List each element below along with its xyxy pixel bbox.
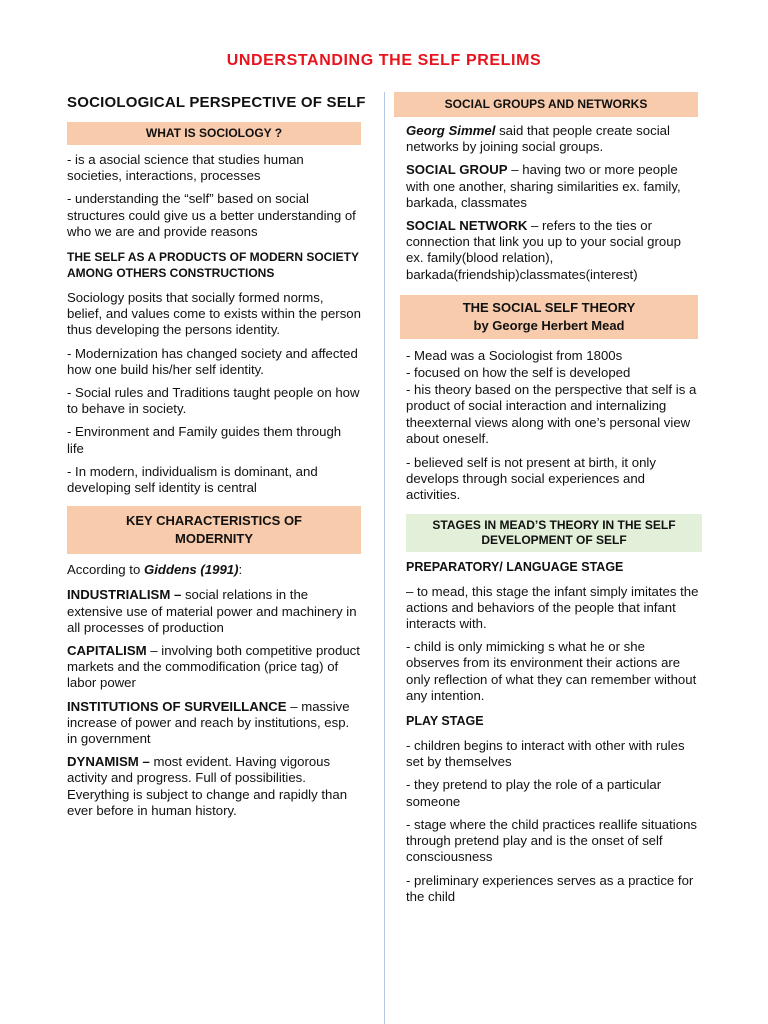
social-group-term: SOCIAL GROUP — [406, 162, 508, 178]
what-paragraph-2: - understanding the “self” based on social structures could give us a better understanding of who we are and provide reasons — [67, 191, 356, 239]
mead-paragraph-4: - believed self is not present at birth, it only develops through social experiences and activities. — [406, 455, 656, 503]
according-suffix: : — [238, 562, 243, 578]
products-paragraph-3: - Social rules and Traditions taught people on how to behave in society. — [67, 385, 360, 417]
theory-box-line-1: THE SOCIAL SELF THEORY — [462, 299, 636, 315]
theory-box-line-2: by George Herbert Mead — [473, 317, 625, 333]
simmel-text: said that people create social networks by joining social groups. — [406, 123, 670, 155]
products-paragraph-5: - In modern, individualism is dominant, and developing self identity is central — [67, 463, 318, 496]
preparatory-paragraph-2: - child is only mimicking s what he or she observes from its environment their actions are only reflection of what they can remember without any intention. — [406, 639, 697, 703]
dynamism-paragraph — [67, 754, 361, 819]
dynamism-text: most evident. Having vigorous activity and progress. Full of possibilities. Everything is subject to change and rapidly than ever before in human history. — [67, 754, 348, 818]
column-divider — [384, 92, 385, 1024]
giddens-citation: Giddens (1991) — [143, 562, 239, 578]
industrialism-paragraph — [67, 587, 361, 636]
what-paragraph-1: - is a asocial science that studies human societies, interactions, processes — [67, 152, 304, 184]
stages-box: STAGES IN MEAD’S THEORY IN THE SELF DEVELOPMENT OF SELF — [406, 514, 702, 552]
social-self-theory-box — [400, 295, 698, 339]
what-is-sociology-box: WHAT IS SOCIOLOGY ? — [67, 122, 361, 145]
surveillance-term: INSTITUTIONS OF SURVEILLANCE — [67, 698, 287, 714]
products-paragraph-2: - Modernization has changed society and affected how one build his/her self identity. — [67, 345, 358, 377]
document-title: UNDERSTANDING THE SELF PRELIMS — [226, 52, 542, 69]
social-network-text: – refers to the ties or connection that link you up to your social group ex. family(blood relation), barkada(friendship)classmates(interest) — [406, 218, 681, 282]
preparatory-paragraph-1: – to mead, this stage the infant simply imitates the actions and behaviors of the people that infant interacts with. — [406, 583, 699, 632]
according-prefix: According to — [67, 562, 144, 578]
sociological-perspective-heading: SOCIOLOGICAL PERSPECTIVE OF SELF — [67, 94, 366, 111]
social-group-paragraph — [406, 162, 702, 211]
industrialism-term: INDUSTRIALISM – — [67, 587, 182, 603]
social-groups-box: SOCIAL GROUPS AND NETWORKS — [394, 92, 698, 117]
industrialism-text: social relations in the extensive use of material power and machinery in all processes of production — [67, 587, 357, 635]
mead-paragraph-3: - his theory based on the perspective that self is a product of social interaction and internalizing theexternal views along with one’s personal view about oneself. — [406, 382, 697, 446]
dynamism-term: DYNAMISM – — [67, 754, 150, 770]
capitalism-text: – involving both competitive product markets and the commodification (price tag) of labor power — [67, 643, 360, 691]
mead-paragraph-2: - focused on how the self is developed — [406, 365, 631, 381]
surveillance-text: – massive increase of power and reach by institutions, esp. in government — [67, 698, 350, 747]
surveillance-paragraph — [67, 699, 361, 748]
capitalism-paragraph — [67, 643, 361, 692]
according-to-line — [67, 562, 361, 578]
left-column — [67, 92, 366, 819]
products-paragraph-4: - Environment and Family guides them through life — [67, 424, 342, 456]
preparatory-stage-heading: PREPARATORY/ LANGUAGE STAGE — [406, 559, 624, 574]
play-paragraph-2: - they pretend to play the role of a particular someone — [406, 777, 662, 809]
capitalism-term: CAPITALISM — [67, 643, 147, 659]
right-column — [406, 92, 702, 905]
play-stage-heading: PLAY STAGE — [406, 714, 484, 729]
key-characteristics-box: KEY CHARACTERISTICS OF MODERNITY — [67, 506, 361, 554]
products-paragraph-1: Sociology posits that socially formed norms, belief, and values come to exists within the person thus developing the persons identity. — [67, 290, 361, 338]
simmel-paragraph — [406, 123, 702, 155]
social-network-term: SOCIAL NETWORK — [406, 218, 528, 234]
mead-paragraph-1: - Mead was a Sociologist from 1800s — [406, 347, 623, 363]
simmel-name: Georg Simmel — [406, 123, 496, 138]
social-network-paragraph — [406, 218, 702, 283]
products-heading: THE SELF AS A PRODUCTS OF MODERN SOCIETY AMONG OTHERS CONSTRUCTIONS — [67, 250, 359, 281]
social-group-text: – having two or more people with one another, sharing similarities ex. family, barkada, classmates — [406, 162, 681, 210]
play-paragraph-3: - stage where the child practices reallife situations through pretend play and is the onset of self consciousness — [406, 816, 698, 865]
play-paragraph-1: - children begins to interact with other with rules set by themselves — [406, 738, 685, 770]
play-paragraph-4: - preliminary experiences serves as a practice for the child — [406, 872, 694, 904]
